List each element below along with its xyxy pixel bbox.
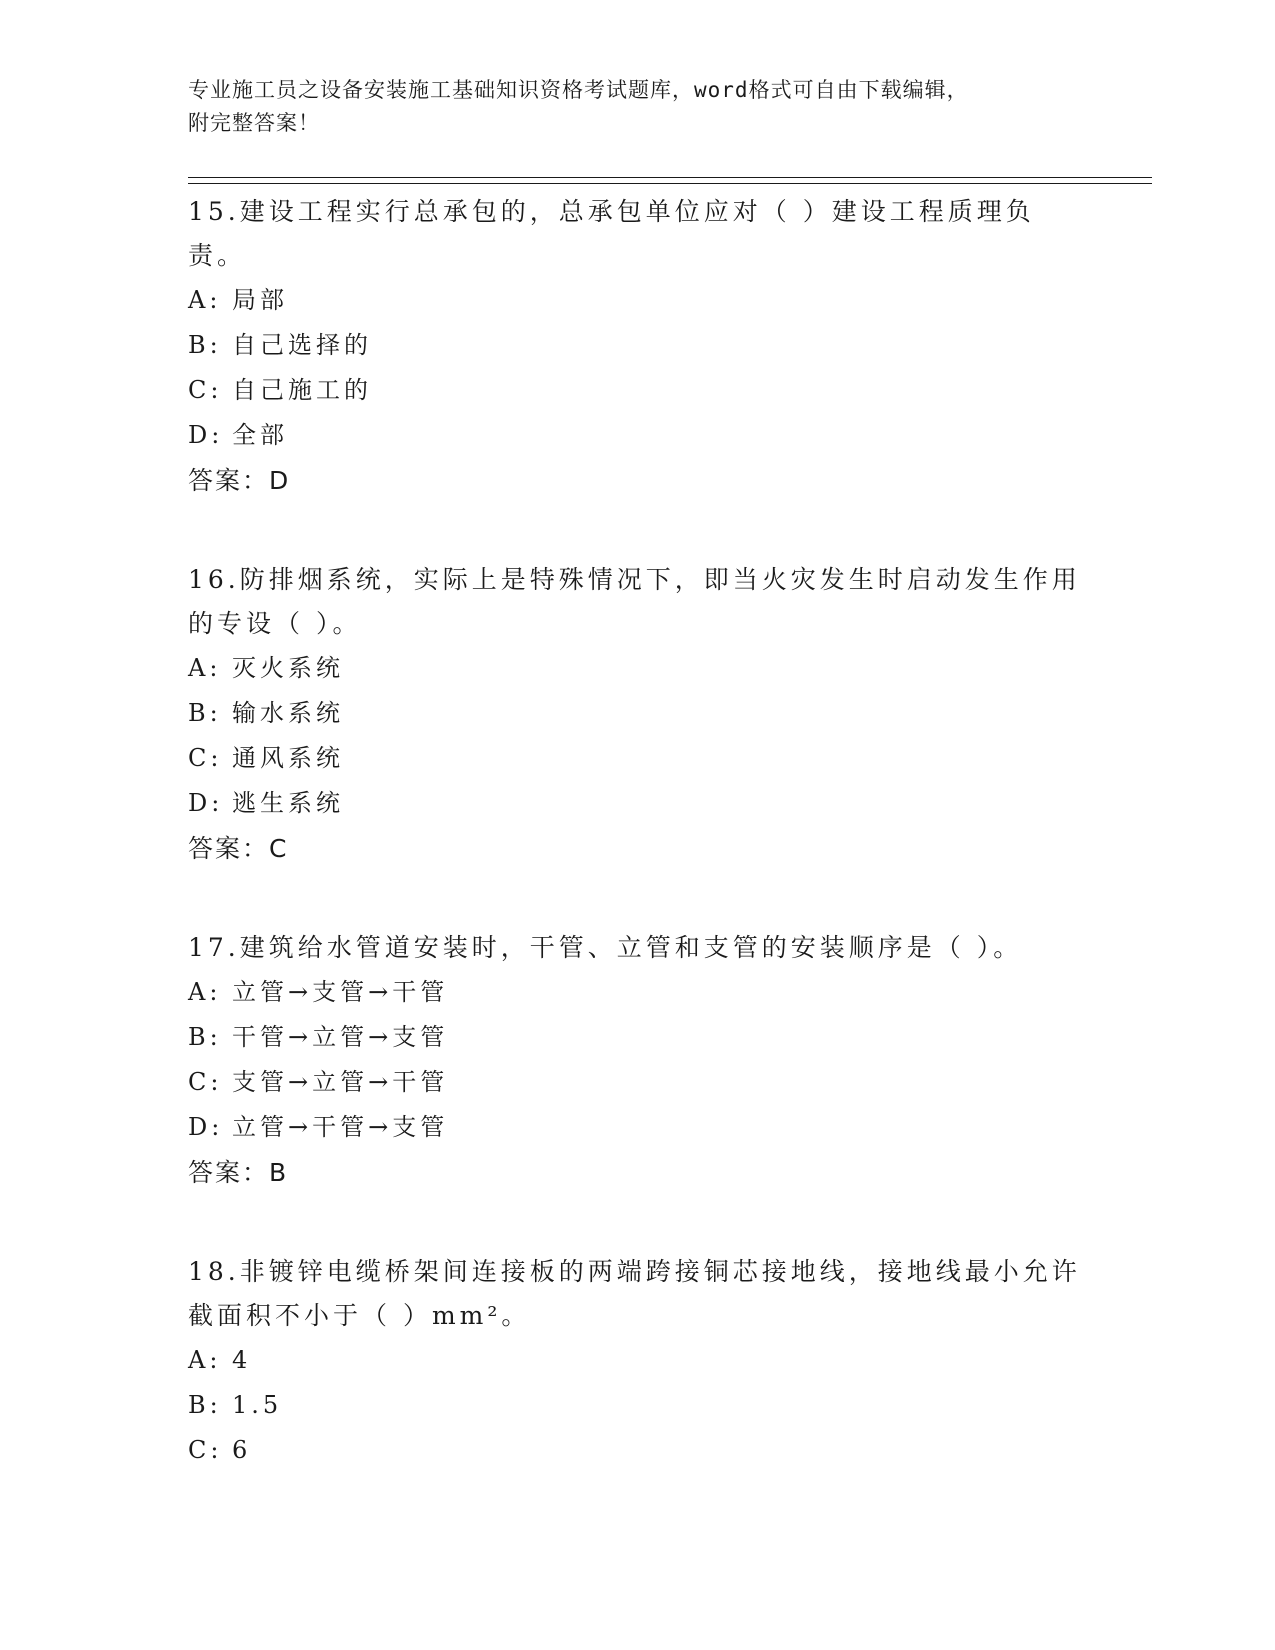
header-divider-top xyxy=(188,177,1152,178)
option-key: C: xyxy=(188,376,223,404)
question-15 xyxy=(188,190,1088,503)
question-list xyxy=(188,190,1088,1528)
option-c xyxy=(188,736,1088,781)
option-text: 灭火系统 xyxy=(232,654,344,682)
option-text: 逃生系统 xyxy=(232,789,344,817)
option-text: 支管→立管→干管 xyxy=(232,1068,449,1096)
option-text: 通风系统 xyxy=(232,744,344,772)
answer-line: 答案：D xyxy=(188,466,291,495)
option-a xyxy=(188,646,1088,691)
option-key: C: xyxy=(188,744,223,772)
answer-line: 答案：B xyxy=(188,1158,289,1187)
question-text: 15.建设工程实行总承包的，总承包单位应对（ ）建设工程质理负责。 xyxy=(188,197,1035,270)
question-17 xyxy=(188,926,1088,1195)
option-key: A: xyxy=(188,286,222,314)
option-text: 4 xyxy=(232,1346,252,1374)
option-a xyxy=(188,278,1088,323)
option-key: B: xyxy=(188,699,222,727)
option-text: 立管→支管→干管 xyxy=(232,978,449,1006)
question-16 xyxy=(188,558,1088,871)
option-text: 全部 xyxy=(232,421,288,449)
option-key: B: xyxy=(188,1023,222,1051)
option-key: A: xyxy=(188,1346,222,1374)
question-18 xyxy=(188,1250,1088,1473)
option-key: D: xyxy=(188,789,224,817)
option-key: A: xyxy=(188,978,222,1006)
option-d xyxy=(188,1105,1088,1150)
option-key: D: xyxy=(188,421,224,449)
answer-line: 答案：C xyxy=(188,834,289,863)
question-text: 16.防排烟系统，实际上是特殊情况下，即当火灾发生时启动发生作用的专设（ ）。 xyxy=(188,565,1081,638)
option-c xyxy=(188,368,1088,413)
option-b xyxy=(188,691,1088,736)
option-text: 自己选择的 xyxy=(232,331,372,359)
option-d xyxy=(188,781,1088,826)
option-text: 立管→干管→支管 xyxy=(232,1113,449,1141)
option-key: C: xyxy=(188,1068,223,1096)
option-text: 干管→立管→支管 xyxy=(232,1023,449,1051)
question-text: 17.建筑给水管道安装时，干管、立管和支管的安装顺序是（ ）。 xyxy=(188,933,1023,962)
option-key: C: xyxy=(188,1436,223,1464)
option-key: A: xyxy=(188,654,222,682)
option-text: 输水系统 xyxy=(232,699,344,727)
option-key: B: xyxy=(188,1391,222,1419)
option-d xyxy=(188,413,1088,458)
option-c xyxy=(188,1428,1088,1473)
option-a xyxy=(188,970,1088,1015)
option-b xyxy=(188,1015,1088,1060)
option-text: 1.5 xyxy=(232,1391,283,1419)
option-text: 6 xyxy=(232,1436,252,1464)
document-header xyxy=(188,74,1088,140)
header-line-2: 附完整答案！ xyxy=(188,111,320,135)
question-text: 18.非镀锌电缆桥架间连接板的两端跨接铜芯接地线，接地线最小允许截面积不小于（ ）mm²。 xyxy=(188,1257,1081,1330)
option-key: B: xyxy=(188,331,222,359)
option-a xyxy=(188,1338,1088,1383)
option-key: D: xyxy=(188,1113,224,1141)
option-c xyxy=(188,1060,1088,1105)
option-b xyxy=(188,1383,1088,1428)
header-divider-bottom xyxy=(188,183,1152,184)
option-text: 局部 xyxy=(232,286,288,314)
header-line-1: 专业施工员之设备安装施工基础知识资格考试题库，word格式可自由下载编辑， xyxy=(188,78,969,102)
option-text: 自己施工的 xyxy=(232,376,372,404)
option-b xyxy=(188,323,1088,368)
